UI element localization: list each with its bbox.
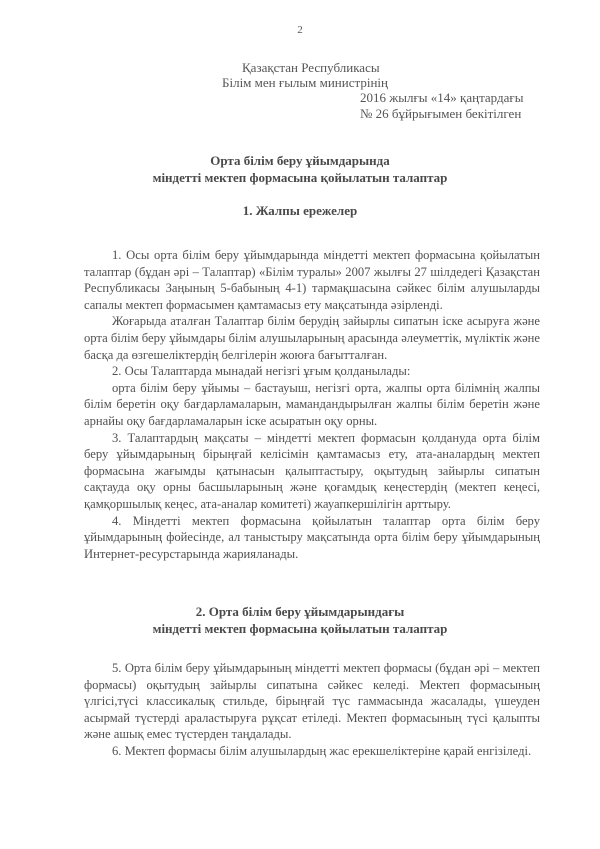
document-title-line-2: міндетті мектеп формасына қойылатын талаптар (152, 170, 448, 185)
section-2-body (84, 660, 540, 760)
paragraph-1-cont: Жоғарыда аталған Талаптар білім берудің зайырлы сипатын іске асыруға және орта білім беру ұйымдары білім алушыларының арасында әлеуметтік, мүліктік және басқа да өзгешеліктердің белгілерін жоюға бағытталған. (84, 314, 540, 362)
paragraph-4: 4. Міндетті мектеп формасына қойылатын талаптар орта білім беру ұйымдарының фойесінде, ал таныстыру мақсатында орта білім беру ұйымдарының Интернет-ресурстарында жарияланады. (84, 513, 540, 561)
paragraph-2: 2. Осы Талаптарда мынадай негізгі ұғым қолданылады: (112, 364, 411, 379)
approval-line-date: 2016 жылғы «14» қаңтардағы (360, 90, 524, 105)
section-2-heading-line-1: 2. Орта білім беру ұйымдарындағы (195, 604, 405, 619)
page-number: 2 (297, 24, 303, 36)
approval-line-ministry: Білім мен ғылым министрінің (222, 75, 388, 90)
approval-line-order: № 26 бұйрығымен бекітілген (360, 106, 522, 121)
paragraph-3: 3. Талаптардың мақсаты – міндетті мектеп формасын қолдануда орта білім беру ұйымдарының бірыңғай келісімін қамтамасыз ету, ата-аналардың мектеп формасына жағымды қатынасын қалыптастыру, оқытудың зайырлы сипатын сақтауда оқу орны басшыларының және қоғамдық кеңестердің (мектеп кеңесі, қамқоршылық кеңес, ата-аналар комитеті) жауапкершілігін арттыру. (84, 430, 540, 511)
section-2-heading-line-2: міндетті мектеп формасына қойылатын талаптар (152, 621, 448, 636)
section-1-heading: 1. Жалпы ережелер (242, 203, 358, 218)
document-title (0, 152, 600, 186)
paragraph-5: 5. Орта білім беру ұйымдарының міндетті мектеп формасы (бұдан әрі – мектеп формасы) оқытудың зайырлы сипатына сәйкес келеді. Мектеп формасының үлгісі,түсі классикалық стильде, бірыңғай түс гаммасында жасалады, үшеуден асырмай түстерді араластыруға рұқсат етіледі. Мектеп формасының түсі қалыпты және ашық емес түстерден таңдалады. (84, 661, 540, 742)
paragraph-6: 6. Мектеп формасы білім алушылардың жас ерекшеліктеріне қарай енгізіледі. (112, 743, 532, 758)
section-2-heading (0, 603, 600, 637)
paragraph-1: 1. Осы орта білім беру ұйымдарында міндетті мектеп формасына қойылатын талаптар (бұдан әрі – Талаптар) «Білім туралы» 2007 жылғы 27 шілдедегі Қазақстан Республикасы Заңының 5-бабының 4-1) тармақшасына сәйкес білім алушыларды сапалы мектеп формасымен қамтамасыз ету мақсатында әзірленді. (84, 248, 540, 312)
approval-line-republic: Қазақстан Республикасы (242, 60, 380, 75)
section-1-body (84, 247, 540, 562)
paragraph-2-definition: орта білім беру ұйымы – бастауыш, негізгі орта, жалпы орта білімнің жалпы білім беретін оқу бағдарламаларын, мамандандырылған жалпы білім беретін және арнайы оқу бағдарламаларын іске асыратын оқу орны. (84, 380, 540, 428)
document-title-line-1: Орта білім беру ұйымдарында (210, 153, 390, 168)
